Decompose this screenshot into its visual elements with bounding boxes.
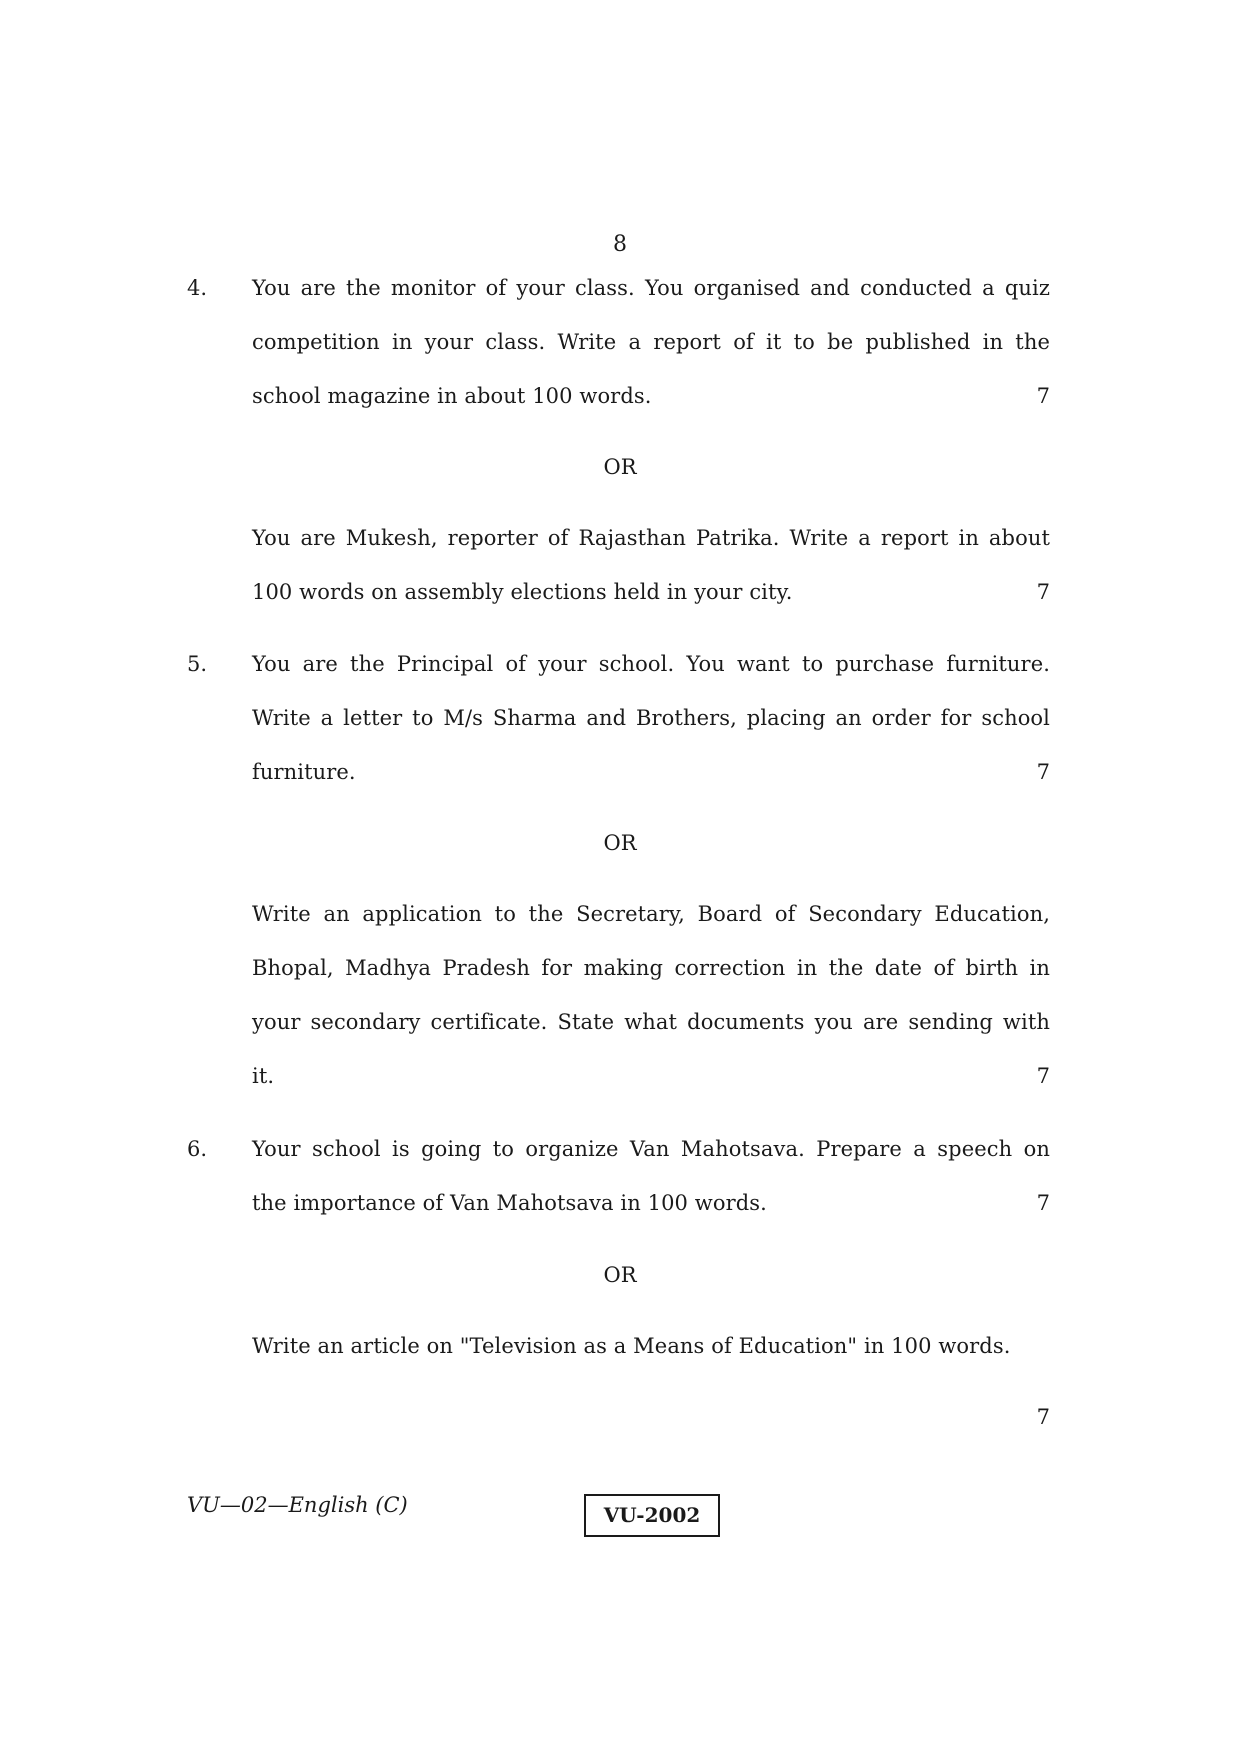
- q5-alt-line-2: Bhopal, Madhya Pradesh for making correction in the date of birth in: [252, 956, 1050, 980]
- q6-marks: 7: [1036, 1191, 1050, 1215]
- q5-alt-line-3: your secondary certificate. State what documents you are sending with: [252, 1010, 1050, 1034]
- q5-alt-line-4: it.: [252, 1064, 275, 1088]
- question-number-5: 5.: [187, 652, 208, 676]
- question-number-4: 4.: [187, 276, 208, 300]
- q4-alt-line-1: You are Mukesh, reporter of Rajasthan Patrika. Write a report in about: [252, 526, 1050, 550]
- q4-line-3: school magazine in about 100 words.: [252, 384, 652, 408]
- q4-marks: 7: [1036, 384, 1050, 408]
- q5-line-2: Write a letter to M/s Sharma and Brothers, placing an order for school: [252, 706, 1050, 730]
- q5-marks: 7: [1036, 760, 1050, 784]
- q6-alt-marks: 7: [1036, 1405, 1050, 1429]
- or-separator-q4: OR: [603, 455, 637, 479]
- q6-alt-line-1: Write an article on "Television as a Means of Education" in 100 words.: [252, 1334, 1011, 1358]
- q5-line-1: You are the Principal of your school. You want to purchase furniture.: [252, 652, 1050, 676]
- q6-line-1: Your school is going to organize Van Mahotsava. Prepare a speech on: [252, 1137, 1050, 1161]
- page-number: 8: [613, 232, 627, 257]
- q5-line-3: furniture.: [252, 760, 356, 784]
- paper-code: VU—02—English (C): [187, 1493, 408, 1517]
- q5-alt-line-1: Write an application to the Secretary, Board of Secondary Education,: [252, 902, 1050, 926]
- question-number-6: 6.: [187, 1137, 208, 1161]
- q4-alt-line-2: 100 words on assembly elections held in your city.: [252, 580, 793, 604]
- q6-line-2: the importance of Van Mahotsava in 100 words.: [252, 1191, 767, 1215]
- or-separator-q6: OR: [603, 1263, 637, 1287]
- q5-alt-marks: 7: [1036, 1064, 1050, 1088]
- q4-alt-marks: 7: [1036, 580, 1050, 604]
- exam-code-box: VU-2002: [584, 1494, 720, 1537]
- q4-line-1: You are the monitor of your class. You organised and conducted a quiz: [252, 276, 1050, 300]
- or-separator-q5: OR: [603, 831, 637, 855]
- q4-line-2: competition in your class. Write a report of it to be published in the: [252, 330, 1050, 354]
